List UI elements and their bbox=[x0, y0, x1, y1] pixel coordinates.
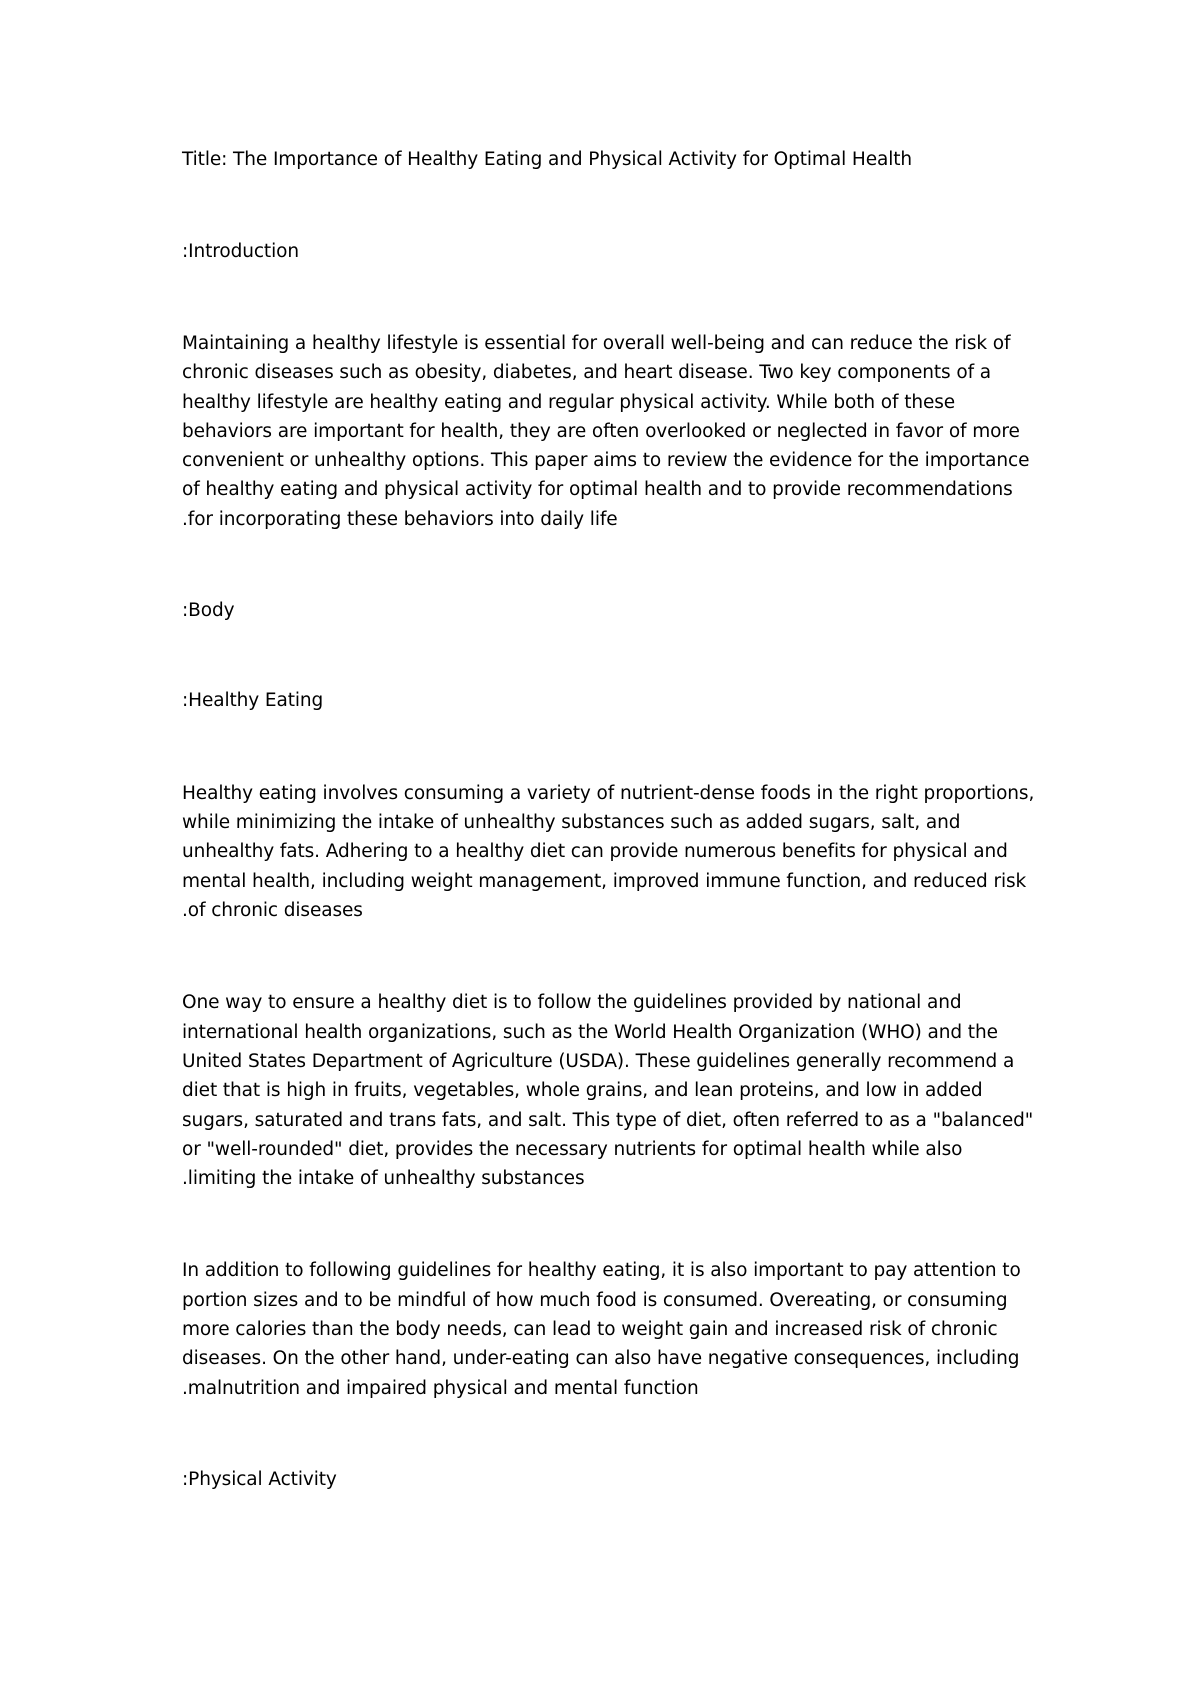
paragraph-line: behaviors are important for health, they are often overlooked or neglected in favor of more bbox=[182, 421, 1020, 442]
physical-activity-heading: :Physical Activity bbox=[182, 1469, 337, 1490]
paragraph-line: .malnutrition and impaired physical and mental function bbox=[182, 1378, 699, 1399]
paragraph-line: Healthy eating involves consuming a variety of nutrient-dense foods in the right proportions, bbox=[182, 783, 1035, 804]
paragraph-line: healthy lifestyle are healthy eating and regular physical activity. While both of these bbox=[182, 392, 956, 413]
paragraph-line: .limiting the intake of unhealthy substances bbox=[182, 1168, 585, 1189]
paragraph-line: portion sizes and to be mindful of how much food is consumed. Overeating, or consuming bbox=[182, 1290, 1008, 1311]
paragraph-line: Maintaining a healthy lifestyle is essential for overall well-being and can reduce the risk of bbox=[182, 333, 1011, 354]
paragraph-line: In addition to following guidelines for healthy eating, it is also important to pay attention to bbox=[182, 1260, 1021, 1281]
paragraph-line: diseases. On the other hand, under-eating can also have negative consequences, including bbox=[182, 1348, 1020, 1369]
paragraph-line: while minimizing the intake of unhealthy substances such as added sugars, salt, and bbox=[182, 812, 961, 833]
paragraph-line: international health organizations, such as the World Health Organization (WHO) and the bbox=[182, 1022, 998, 1043]
paragraph-line: chronic diseases such as obesity, diabetes, and heart disease. Two key components of a bbox=[182, 362, 992, 383]
paragraph-line: or "well-rounded" diet, provides the necessary nutrients for optimal health while also bbox=[182, 1139, 963, 1160]
paragraph-line: One way to ensure a healthy diet is to follow the guidelines provided by national and bbox=[182, 992, 962, 1013]
paragraph-line: of healthy eating and physical activity for optimal health and to provide recommendations bbox=[182, 479, 1013, 500]
paragraph-line: more calories than the body needs, can lead to weight gain and increased risk of chronic bbox=[182, 1319, 998, 1340]
paragraph-line: diet that is high in fruits, vegetables, whole grains, and lean proteins, and low in added bbox=[182, 1080, 983, 1101]
document-title: Title: The Importance of Healthy Eating and Physical Activity for Optimal Health bbox=[182, 149, 913, 170]
paragraph-line: .of chronic diseases bbox=[182, 900, 363, 921]
paragraph-line: United States Department of Agriculture (USDA). These guidelines generally recommend a bbox=[182, 1051, 1015, 1072]
intro-heading: :Introduction bbox=[182, 241, 299, 262]
paragraph-line: unhealthy fats. Adhering to a healthy diet can provide numerous benefits for physical and bbox=[182, 841, 1008, 862]
healthy-eating-heading: :Healthy Eating bbox=[182, 690, 324, 711]
paragraph-line: convenient or unhealthy options. This paper aims to review the evidence for the importance bbox=[182, 450, 1030, 471]
body-heading: :Body bbox=[182, 600, 235, 621]
paragraph-line: mental health, including weight management, improved immune function, and reduced risk bbox=[182, 871, 1027, 892]
paragraph-line: sugars, saturated and trans fats, and salt. This type of diet, often referred to as a "balanced" bbox=[182, 1110, 1034, 1131]
paragraph-line: .for incorporating these behaviors into daily life bbox=[182, 509, 618, 530]
